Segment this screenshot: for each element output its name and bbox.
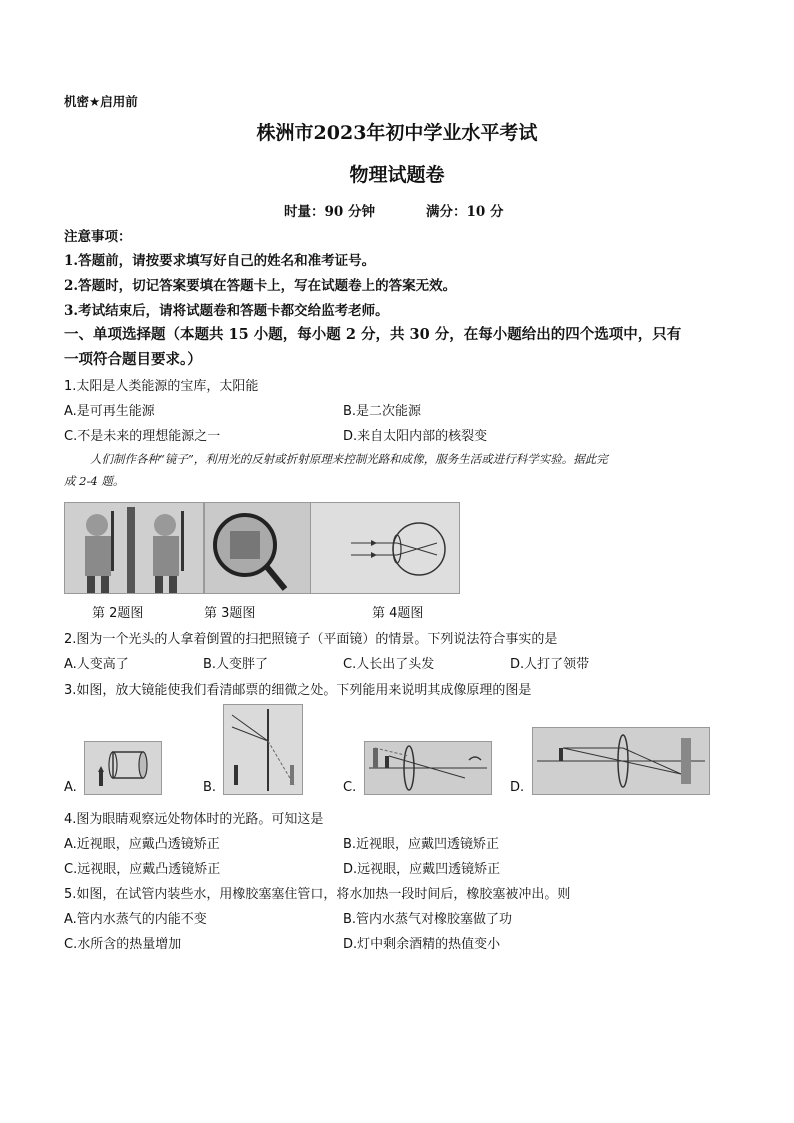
q1-option-d: D.来自太阳内部的核裂变 [343, 429, 488, 444]
convex-lens-virtual-image-illustration [365, 742, 491, 794]
figure-q4-eye-diagram [310, 502, 460, 594]
note-item-3: 3.考试结束后，请将试题卷和答题卡都交给监考老师。 [64, 303, 389, 319]
person-mirror-illustration [65, 503, 203, 593]
q4-option-d: D.远视眼，应戴凹透镜矫正 [343, 862, 501, 877]
q5-option-c: C.水所含的热量增加 [64, 937, 182, 952]
q5-stem: 5.如图，在试管内装些水，用橡胶塞塞住管口，将水加热一段时间后，橡胶塞被冲出。则 [64, 887, 571, 902]
context-line1: 人们制作各种“镜子”，利用光的反射或折射原理来控制光路和成像，服务生活或进行科学实验。据此完 [90, 452, 608, 466]
q4-option-c: C.远视眼，应戴凸透镜矫正 [64, 862, 221, 877]
exam-title: 株洲市2023年初中学业水平考试 [256, 122, 538, 144]
q2-option-d: D.人打了领带 [510, 657, 590, 672]
magnifier-stamp-illustration [205, 503, 311, 593]
section-heading-line1: 一、单项选择题（本题共 15 小题，每小题 2 分，共 30 分，在每小题给出的四个选项中，只有 [64, 326, 682, 343]
section-heading-line2: 一项符合题目要求。） [64, 351, 202, 368]
q2-stem: 2.图为一个光头的人拿着倒置的扫把照镜子（平面镜）的情景。下列说法符合事实的是 [64, 632, 558, 647]
note-item-1: 1.答题前，请按要求填写好自己的姓名和准考证号。 [64, 253, 376, 269]
q5-option-d: D.灯中剩余酒精的热值变小 [343, 937, 501, 952]
exam-score: 满分：10 分 [426, 204, 504, 220]
q3-option-b-figure [223, 704, 303, 795]
exam-time: 时量：90 分钟 [284, 204, 375, 220]
q4-option-a: A.近视眼，应戴凸透镜矫正 [64, 837, 220, 852]
eye-light-path-illustration [311, 503, 459, 593]
q5-option-b: B.管内水蒸气对橡胶塞做了功 [343, 912, 513, 927]
q3-option-d-figure [532, 727, 710, 795]
figure-q2-mirror-photo [64, 502, 204, 594]
q3-option-a: A. [64, 780, 77, 795]
caption-figure-2: 第 2题图 [92, 606, 144, 621]
caption-figure-4: 第 4题图 [372, 606, 424, 621]
q1-option-c: C.不是未来的理想能源之一 [64, 429, 221, 444]
q1-stem: 1.太阳是人类能源的宝库，太阳能 [64, 379, 259, 394]
caption-figure-3: 第 3题图 [204, 606, 256, 621]
convex-lens-real-image-illustration [533, 728, 709, 794]
q1-option-b: B.是二次能源 [343, 404, 422, 419]
q2-option-a: A.人变高了 [64, 657, 129, 672]
q3-option-d: D. [510, 780, 525, 795]
pinhole-camera-illustration [85, 742, 161, 794]
q1-option-a: A.是可再生能源 [64, 404, 155, 419]
plane-mirror-reflection-illustration [224, 705, 302, 794]
q4-option-b: B.近视眼，应戴凹透镜矫正 [343, 837, 500, 852]
exam-subtitle: 物理试题卷 [349, 164, 445, 186]
q2-option-b: B.人变胖了 [203, 657, 269, 672]
confidential-mark: 机密★启用前 [64, 94, 138, 109]
notes-heading: 注意事项： [64, 229, 132, 245]
q3-option-c: C. [343, 780, 357, 795]
q2-option-c: C.人长出了头发 [343, 657, 435, 672]
figure-q3-magnifier-photo [204, 502, 312, 594]
q4-stem: 4.图为眼睛观察远处物体时的光路。可知这是 [64, 812, 324, 827]
q5-option-a: A.管内水蒸气的内能不变 [64, 912, 207, 927]
note-item-2: 2.答题时，切记答案要填在答题卡上，写在试题卷上的答案无效。 [64, 278, 457, 294]
context-line2: 成 2-4 题。 [64, 474, 125, 488]
q3-option-b: B. [203, 780, 217, 795]
q3-stem: 3.如图，放大镜能使我们看清邮票的细微之处。下列能用来说明其成像原理的图是 [64, 683, 532, 698]
q3-option-c-figure [364, 741, 492, 795]
q3-option-a-figure [84, 741, 162, 795]
